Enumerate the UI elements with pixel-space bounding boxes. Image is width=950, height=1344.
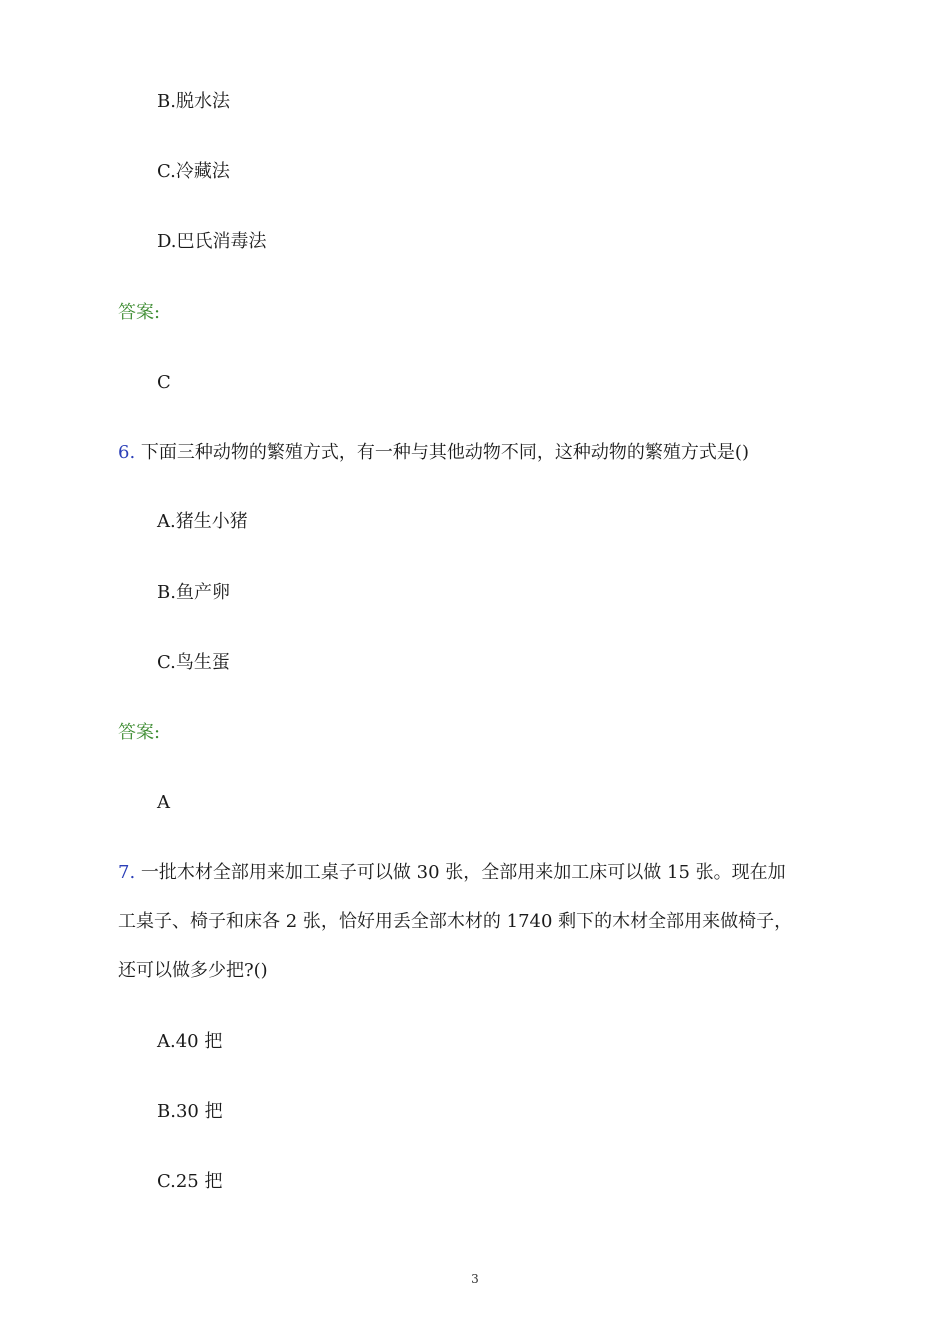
q6-option-c: C.鸟生蛋: [157, 652, 230, 673]
q6-option-b: B.鱼产卵: [157, 582, 230, 603]
q7-question-line-2: 工桌子、椅子和床各 2 张，恰好用丢全部木材的 1740 剩下的木材全部用来做椅子，: [118, 911, 793, 932]
page-number: 3: [471, 1272, 479, 1286]
q6-option-a: A.猪生小猪: [157, 511, 248, 532]
q7-option-b: B.30 把: [157, 1101, 223, 1122]
q5-option-d: D.巴氏消毒法: [157, 231, 267, 252]
q7-question-line-1: [118, 861, 786, 885]
q6-question: [118, 441, 749, 465]
q7-number: 7.: [118, 862, 136, 883]
q5-option-c: C.冷藏法: [157, 161, 230, 182]
q6-number: 6.: [118, 442, 136, 463]
q6-answer: A: [157, 792, 170, 813]
q6-text: 下面三种动物的繁殖方式，有一种与其他动物不同，这种动物的繁殖方式是(): [140, 442, 749, 463]
q6-answer-label: 答案:: [118, 722, 161, 743]
q5-answer: C: [157, 372, 171, 393]
q7-question-line-3: 还可以做多少把?(): [118, 960, 268, 981]
q7-option-c: C.25 把: [157, 1171, 223, 1192]
q7-text-line-1: 一批木材全部用来加工桌子可以做 30 张，全部用来加工床可以做 15 张。现在加: [140, 862, 786, 883]
q5-option-b: B.脱水法: [157, 91, 230, 112]
q7-option-a: A.40 把: [157, 1031, 223, 1052]
q5-answer-label: 答案:: [118, 302, 161, 323]
